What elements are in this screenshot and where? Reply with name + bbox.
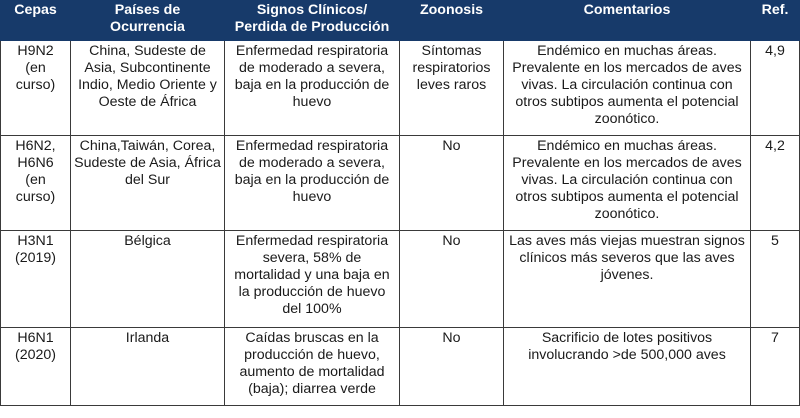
cell-cepa: H6N1 (2020) xyxy=(1,328,71,406)
cell-comentarios: Las aves más viejas muestran signos clínicos más severos que las aves jóvenes. xyxy=(504,231,751,328)
cell-paises: China,Taiwán, Corea, Sudeste de Asia, África del Sur xyxy=(71,136,225,231)
header-paises: Países de Ocurrencia xyxy=(71,1,225,41)
cell-zoonosis: Síntomas respiratorios leves raros xyxy=(400,41,504,136)
cell-cepa: H3N1 (2019) xyxy=(1,231,71,328)
table-row xyxy=(1,136,800,231)
table-row xyxy=(1,231,800,328)
table-header-row xyxy=(1,1,800,41)
cell-zoonosis: No xyxy=(400,328,504,406)
header-ref: Ref. xyxy=(751,1,800,41)
cell-ref: 5 xyxy=(751,231,800,328)
cell-cepa: H9N2 (en curso) xyxy=(1,41,71,136)
cell-signos: Enfermedad respiratoria de moderado a severa, baja en la producción de huevo xyxy=(225,41,400,136)
cell-ref: 4,2 xyxy=(751,136,800,231)
cell-signos: Enfermedad respiratoria de moderado a severa, baja en la producción de huevo xyxy=(225,136,400,231)
cell-zoonosis: No xyxy=(400,136,504,231)
cell-comentarios: Sacrificio de lotes positivos involucrando >de 500,000 aves xyxy=(504,328,751,406)
cell-zoonosis: No xyxy=(400,231,504,328)
header-signos: Signos Clínicos/ Perdida de Producción xyxy=(225,1,400,41)
cell-ref: 7 xyxy=(751,328,800,406)
header-zoonosis: Zoonosis xyxy=(400,1,504,41)
table-row xyxy=(1,328,800,406)
cell-cepa: H6N2, H6N6 (en curso) xyxy=(1,136,71,231)
cell-signos: Caídas bruscas en la producción de huevo, aumento de mortalidad (baja); diarrea verde xyxy=(225,328,400,406)
table-row xyxy=(1,41,800,136)
cell-ref: 4,9 xyxy=(751,41,800,136)
cell-paises: China, Sudeste de Asia, Subcontinente Indio, Medio Oriente y Oeste de África xyxy=(71,41,225,136)
cell-comentarios: Endémico en muchas áreas. Prevalente en los mercados de aves vivas. La circulación continua con otros subtipos aumenta el potencial zoonótico. xyxy=(504,41,751,136)
cell-comentarios: Endémico en muchas áreas. Prevalente en los mercados de aves vivas. La circulación continua con otros subtipos aumenta el potencial zoonótico. xyxy=(504,136,751,231)
header-cepas: Cepas xyxy=(1,1,71,41)
header-comentarios: Comentarios xyxy=(504,1,751,41)
cell-signos: Enfermedad respiratoria severa, 58% de mortalidad y una baja en la producción de huevo del 100% xyxy=(225,231,400,328)
cell-paises: Bélgica xyxy=(71,231,225,328)
cell-paises: Irlanda xyxy=(71,328,225,406)
